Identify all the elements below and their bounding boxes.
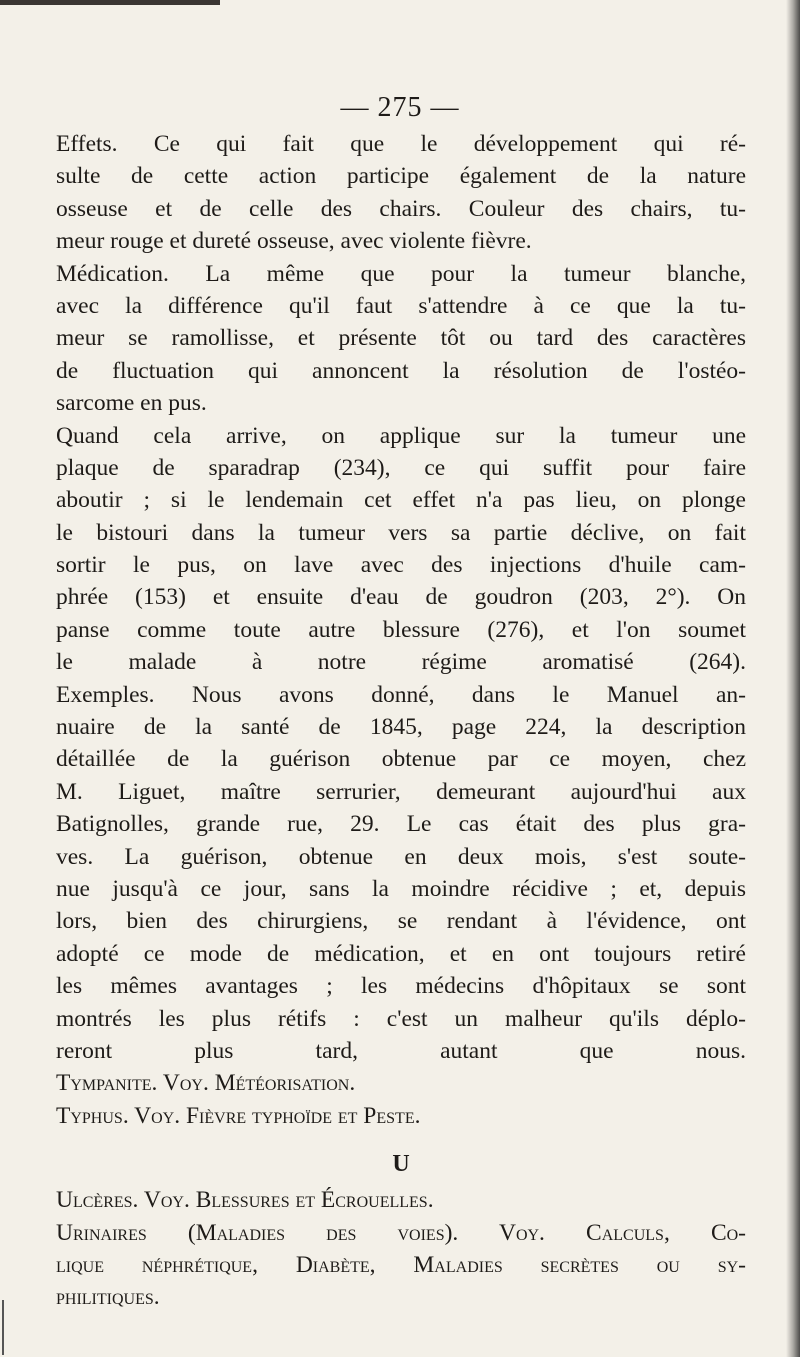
text-line: phrée (153) et ensuite d'eau de goudron (203, 2°). On — [56, 584, 746, 611]
text-line: nuaire de la santé de 1845, page 224, la description — [56, 714, 746, 741]
text-line: meur se ramollisse, et présente tôt ou tard des caractères — [56, 325, 746, 352]
text-line: philitiques. — [56, 1284, 160, 1311]
text-line: de fluctuation qui annoncent la résolution de l'ostéo- — [56, 357, 746, 384]
page-number: — 275 — — [340, 92, 460, 123]
text-line: M. Liguet, maître serrurier, demeurant aujourd'hui aux — [56, 778, 746, 805]
text-line: Batignolles, grande rue, 29. Le cas était des plus gra- — [56, 811, 746, 838]
text-line: le malade à notre régime aromatisé (264). — [56, 649, 746, 676]
section-letter-heading: U — [392, 1151, 410, 1178]
page-text — [56, 128, 746, 1314]
text-line: sortir le pus, on lave avec des injections d'huile cam- — [56, 552, 746, 579]
text-line: osseuse et de celle des chairs. Couleur des chairs, tu- — [56, 195, 746, 222]
text-line: panse comme toute autre blessure (276), et l'on soumet — [56, 616, 746, 643]
text-line: les mêmes avantages ; les médecins d'hôpitaux se sont — [56, 973, 746, 1000]
text-line: plaque de sparadrap (234), ce qui suffit pour faire — [56, 454, 746, 481]
text-line: Ulcères. Voy. Blessures et Écrouelles. — [56, 1187, 434, 1214]
text-line: lors, bien des chirurgiens, se rendant à l'évidence, ont — [56, 908, 746, 935]
text-line: reront plus tard, autant que nous. — [56, 1037, 746, 1064]
margin-mark — [2, 1300, 4, 1355]
text-line: sulte de cette action participe également de la nature — [56, 163, 746, 190]
text-line: Tympanite. Voy. Météorisation. — [56, 1070, 356, 1097]
text-line: Effets. Ce qui fait que le développement qui ré- — [56, 131, 746, 157]
text-line: meur rouge et dureté osseuse, avec violente fièvre. — [56, 228, 532, 255]
text-line: Quand cela arrive, on applique sur la tumeur une — [56, 422, 746, 449]
text-line: lique néphrétique, Diabète, Maladies secrètes ou sy- — [56, 1251, 746, 1278]
text-line: le bistouri dans la tumeur vers sa partie déclive, on fait — [56, 519, 746, 546]
text-line: Urinaires (Maladies des voies). Voy. Calculs, Co- — [56, 1219, 746, 1246]
text-line: sarcome en pus. — [56, 390, 207, 417]
text-line: Typhus. Voy. Fièvre typhoïde et Peste. — [56, 1102, 421, 1129]
text-line: nue jusqu'à ce jour, sans la moindre récidive ; et, depuis — [56, 875, 746, 902]
text-line: montrés les plus rétifs : c'est un malheur qu'ils déplo- — [56, 1005, 746, 1032]
text-line: Exemples. Nous avons donné, dans le Manuel an- — [56, 681, 746, 708]
top-rule — [0, 0, 220, 5]
text-line: aboutir ; si le lendemain cet effet n'a pas lieu, on plonge — [56, 487, 746, 514]
text-line: Médication. La même que pour la tumeur blanche, — [56, 260, 746, 287]
page-edge-shadow — [786, 0, 800, 1357]
text-line: détaillée de la guérison obtenue par ce moyen, chez — [56, 746, 746, 773]
text-line: adopté ce mode de médication, et en ont toujours retiré — [56, 940, 746, 967]
text-line: ves. La guérison, obtenue en deux mois, s'est soute- — [56, 843, 746, 870]
text-line: avec la différence qu'il faut s'attendre à ce que la tu- — [56, 292, 746, 319]
